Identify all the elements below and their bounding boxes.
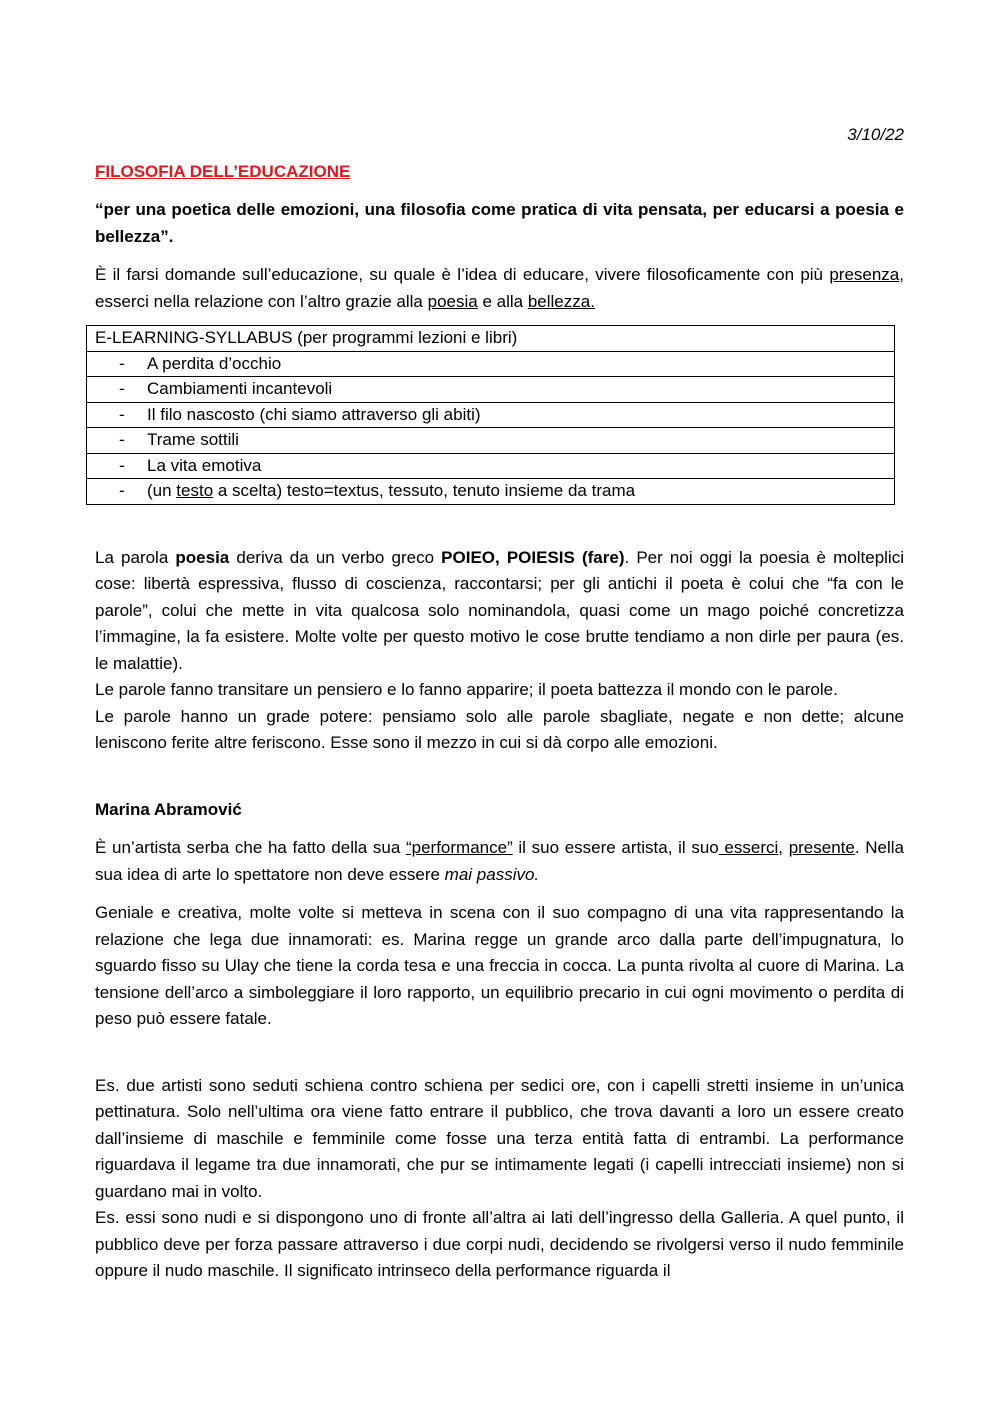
intro-text-3: e alla: [477, 291, 528, 311]
marina-performance: “performance”: [405, 838, 513, 857]
section-heading-marina: Marina Abramović: [95, 799, 242, 819]
subtitle-quote: “per una poetica delle emozioni, una filosofia come pratica di vita pensata, per educarsi a poesia e bellezza”.: [95, 200, 904, 246]
marina-text-3: ,: [778, 838, 789, 857]
marina-text-1: È un’artista serba che ha fatto della sua: [95, 838, 406, 857]
marina-paragraph-3: Es. due artisti sono seduti schiena contro schiena per sedici ore, con i capelli stretti insieme in un’unica pettinatura. Solo nell’ultima ora viene fatto entrare il pubblico, che trova davanti a loro un essere creato dall’insieme di maschile e femminile come fosse una terza entità fatta di entrambi. La performance riguardava il legame tra due innamorati, che pur se intimamente legati (i capelli intrecciati insieme) non si guardano mai in volto.: [95, 1075, 904, 1201]
intro-text-1: È il farsi domande sull’educazione, su quale è l’idea di educare, vivere filosoficamente con più: [95, 265, 830, 284]
syllabus-item: [87, 479, 895, 505]
poesia-greek-verb: POIEO, POIESIS (fare): [441, 547, 625, 567]
marina-text-2: il suo essere artista, il suo: [512, 838, 719, 857]
syllabus-header-row: [87, 326, 895, 352]
syllabus-item: [87, 377, 895, 403]
marina-paragraph-4: Es. essi sono nudi e si dispongono uno di fronte all’altra ai lati dell’ingresso della Galleria. A quel punto, il pubblico deve per forza passare attraverso i due corpi nudi, decidendo se rivolgersi verso il nudo femminile oppure il nudo maschile. Il significato intrinseco della performance riguarda il: [95, 1208, 904, 1280]
syllabus-item-label: A perdita d’occhio: [147, 353, 282, 373]
marina-paragraph-2: Geniale e creativa, molte volte si metteva in scena con il suo compagno di una vita rappresentando la relazione che lega due innamorati: es. Marina regge un grande arco dalla parte dell’impugnatura, lo sguardo fisso su Ulay che tiene la corda tesa e una freccia in cocca. La punta rivolta al cuore di Marina. La tensione dell’arco a simboleggiare il loro rapporto, un equilibrio precario in cui ogni movimento o perdita di peso può essere fatale.: [95, 903, 904, 1028]
syllabus-item: [87, 428, 895, 454]
poesia-bold-word: poesia: [175, 547, 230, 567]
syllabus-row: [87, 351, 895, 377]
poesia-text-2: deriva da un verbo greco: [229, 547, 442, 567]
syllabus-row: [87, 402, 895, 428]
marina-paragraph-1: [95, 835, 904, 888]
syllabus-item-label: (un: [147, 481, 177, 501]
intro-poesia: poesia: [427, 291, 478, 311]
syllabus-item-label: Il filo nascosto (chi siamo attraverso gli abiti): [147, 404, 481, 424]
dash-bullet: -: [119, 455, 125, 475]
syllabus-item-label: Cambiamenti incantevoli: [147, 379, 333, 399]
syllabus-testo: testo: [176, 481, 214, 501]
dash-bullet: -: [119, 404, 125, 424]
syllabus-row: [87, 479, 895, 505]
page-content: [95, 122, 904, 1285]
syllabus-item: [87, 402, 895, 428]
syllabus-table: [86, 325, 895, 505]
syllabus-row: [87, 377, 895, 403]
intro-paragraph: [95, 262, 904, 315]
intro-presenza: presenza,: [829, 265, 904, 284]
syllabus-row: [87, 428, 895, 454]
poesia-text-1: La parola: [95, 547, 176, 567]
parole-paragraph-2: Le parole hanno un grade potere: pensiamo solo alle parole sbagliate, negate e non dette; alcune leniscono ferite altre feriscono. Esse sono il mezzo in cui si dà corpo alle emozioni.: [95, 706, 904, 752]
syllabus-item: [87, 453, 895, 479]
intro-bellezza: bellezza.: [527, 291, 595, 311]
syllabus-header: E-LEARNING-SYLLABUS (per programmi lezioni e libri): [87, 326, 895, 352]
marina-text-4: . Nella sua idea di arte lo spettatore non deve essere: [95, 838, 904, 884]
document-title: FILOSOFIA DELL’EDUCAZIONE: [95, 161, 351, 181]
syllabus-item-label: Trame sottili: [147, 430, 239, 450]
dash-bullet: -: [119, 353, 125, 373]
date: 3/10/22: [847, 125, 904, 144]
parole-paragraph-1: Le parole fanno transitare un pensiero e lo fanno apparire; il poeta battezza il mondo con le parole.: [95, 680, 838, 699]
marina-presente: presente: [788, 838, 855, 857]
poesia-text-3: . Per noi oggi la poesia è molteplici cose: libertà espressiva, flusso di coscienza, raccontarsi; per gli antichi il poeta è colui che “fa con le parole”, colui che mette in vita qualcosa solo nominandola, quasi come un mago poiché concretizza l’immagine, la fa esistere. Molte volte per questo motivo le cose brutte tendiamo a non dirle per paura (es. le malattie).: [95, 547, 904, 673]
syllabus-item: [87, 351, 895, 377]
dash-bullet: -: [119, 379, 125, 399]
syllabus-item-label: La vita emotiva: [147, 455, 262, 475]
intro-text-2: esserci nella relazione con l’altro grazie alla: [95, 291, 428, 311]
syllabus-row: [87, 453, 895, 479]
marina-esserci: esserci: [718, 838, 779, 857]
marina-mai-passivo: mai passivo.: [444, 864, 540, 884]
poesia-paragraph: [95, 545, 904, 678]
syllabus-item-label: a scelta) testo=textus, tessuto, tenuto insieme da trama: [213, 481, 636, 501]
dash-bullet: -: [119, 481, 125, 501]
dash-bullet: -: [119, 430, 125, 450]
